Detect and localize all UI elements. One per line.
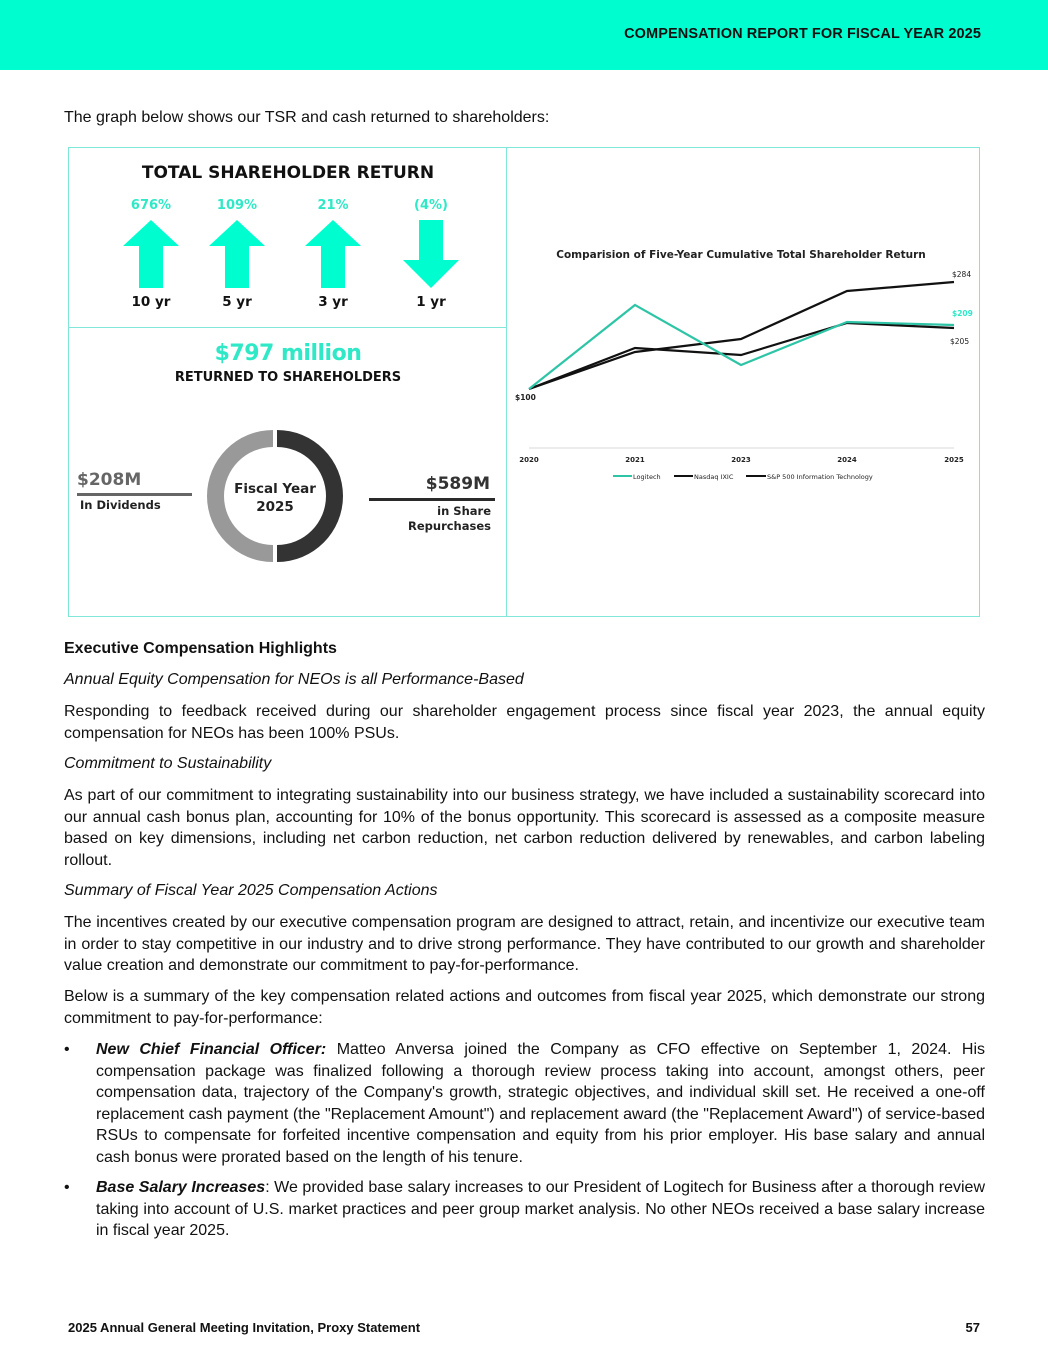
- bullet-body: : We provided base salary increases to our President of Logitech for Business after a thorough review taking into account of U.S. market practices and peer group market analysis. No other NEOs received a base salary increase in fiscal year 2025.: [96, 1179, 986, 1239]
- section-heading: Executive Compensation Highlights: [64, 640, 337, 657]
- tsr-period: 1 yr: [416, 294, 446, 310]
- paragraph-sustainability: As part of our commitment to integrating sustainability into our business strategy, we have included a sustainability scorecard into our annual cash bonus plan, accounting for 10% of the bonus opportunity. This scorecard is assessed as a composite measure based on key dimensions, including net carbon reduction, net carbon reduction delivered by renewables, and carbon labeling rollout.: [64, 787, 985, 869]
- donut-center-line1: Fiscal Year: [234, 481, 316, 497]
- repurchases-amount: $589M: [425, 474, 490, 494]
- arrow-up-icon: [303, 220, 363, 288]
- tsr-percent: 21%: [317, 198, 349, 213]
- arrow-up-icon: [207, 220, 267, 288]
- chart-legend: [613, 473, 873, 481]
- tsr-percent: 109%: [216, 198, 258, 213]
- bullet-lead: New Chief Financial Officer:: [96, 1041, 327, 1058]
- repurchases-label: [408, 504, 491, 534]
- start-value-label: $100: [515, 393, 536, 402]
- bullet-new-cfo: [64, 1039, 985, 1168]
- bullet-base-salary: [64, 1177, 985, 1242]
- tsr-item-3yr: [293, 198, 373, 310]
- infographic-panel: [69, 148, 507, 616]
- dividends-label: In Dividends: [80, 498, 161, 512]
- bullet-body: Matteo Anversa joined the Company as CFO effective on September 1, 2024. His compensation package was finalized following a thorough review process taking into account, amongst others, peer compensation data, trajectory of the Company's growth, strategic objectives, and individual skill set. He received a one-off replacement cash payment (the "Replacement Amount") and replacement award (the "Replacement Award") of service-based RSUs to compensate for forfeited incentive compensation and equity from his prior employer. His base salary and annual cash bonus were prorated based on the length of his tenure.: [96, 1041, 985, 1166]
- sp500-end-label: $284: [952, 270, 972, 279]
- tsr-period: 3 yr: [318, 294, 348, 310]
- report-title: COMPENSATION REPORT FOR FISCAL YEAR 2025: [624, 26, 981, 42]
- x-tick-label: 2025: [944, 456, 964, 464]
- logitech-end-label: $209: [952, 309, 973, 318]
- tsr-line-chart: [509, 148, 979, 618]
- dividends-amount: $208M: [77, 470, 142, 490]
- cash-returned-subtitle: RETURNED TO SHAREHOLDERS: [174, 370, 402, 385]
- bullet-marker: •: [64, 1179, 70, 1196]
- footer-page-number: 57: [965, 1320, 980, 1335]
- series-logitech: [529, 305, 954, 389]
- subheading-equity: Annual Equity Compensation for NEOs is all Performance-Based: [64, 671, 524, 688]
- repurchases-divider: [369, 498, 495, 501]
- arrow-up-icon: [121, 220, 181, 288]
- tsr-percent: 676%: [130, 198, 172, 213]
- paragraph-equity: Responding to feedback received during our shareholder engagement process since fiscal year 2023, the annual equity compensation for NEOs has been 100% PSUs.: [64, 703, 985, 742]
- tsr-item-5yr: [197, 198, 277, 310]
- legend-label-logitech: Logitech: [633, 473, 661, 481]
- x-tick-label: 2023: [731, 456, 751, 464]
- arrow-down-icon: [401, 220, 461, 288]
- x-tick-label: 2021: [625, 456, 645, 464]
- repurchases-label-line2: Repurchases: [408, 519, 491, 533]
- x-tick-label: 2024: [837, 456, 857, 464]
- header-bar: [0, 0, 1048, 70]
- x-tick-label: 2020: [519, 456, 539, 464]
- dividends-divider: [77, 493, 192, 496]
- tsr-percent: (4%): [414, 198, 448, 213]
- subheading-sustainability: Commitment to Sustainability: [64, 755, 272, 772]
- tsr-panel: [69, 148, 507, 328]
- tsr-item-1yr: [391, 198, 471, 310]
- donut-center-line2: 2025: [256, 499, 294, 515]
- tsr-title: TOTAL SHAREHOLDER RETURN: [141, 163, 435, 183]
- tsr-figure: [68, 147, 980, 617]
- series-nasdaq-ixic: [529, 323, 954, 389]
- chart-title: Comparision of Five-Year Cumulative Total Shareholder Return: [556, 249, 926, 261]
- bullet-text: [96, 1039, 985, 1168]
- legend-label-nasdaq: Nasdaq IXIC: [694, 473, 734, 481]
- nasdaq-end-label: $205: [950, 337, 970, 346]
- paragraph-summary-intro: Below is a summary of the key compensation related actions and outcomes from fiscal year 2025, which demonstrate our strong commitment to pay-for-performance:: [64, 988, 985, 1027]
- series-sp500-it: [529, 282, 954, 389]
- repurchases-label-line1: in Share: [437, 504, 491, 518]
- subheading-summary: Summary of Fiscal Year 2025 Compensation Actions: [64, 882, 438, 899]
- bullet-text: [96, 1177, 985, 1242]
- bullet-marker: •: [64, 1041, 70, 1058]
- tsr-period: 10 yr: [131, 294, 171, 310]
- donut-center-label: [207, 480, 343, 516]
- paragraph-incentives: The incentives created by our executive compensation program are designed to attract, retain, and incentivize our executive team in order to stay competitive in our industry and to drive strong performance. They have contributed to our growth and shareholder value creation and demonstrate our commitment to pay-for-performance.: [64, 914, 985, 974]
- intro-text: The graph below shows our TSR and cash returned to shareholders:: [64, 109, 550, 126]
- tsr-period: 5 yr: [222, 294, 252, 310]
- tsr-item-10yr: [111, 198, 191, 310]
- bullet-lead: Base Salary Increases: [96, 1179, 266, 1196]
- legend-label-sp500: S&P 500 Information Technology: [767, 473, 873, 481]
- cash-returned-amount: $797 million: [214, 341, 362, 366]
- footer-document-title: 2025 Annual General Meeting Invitation, Proxy Statement: [68, 1320, 421, 1335]
- tsr-line-chart-panel: [509, 148, 979, 616]
